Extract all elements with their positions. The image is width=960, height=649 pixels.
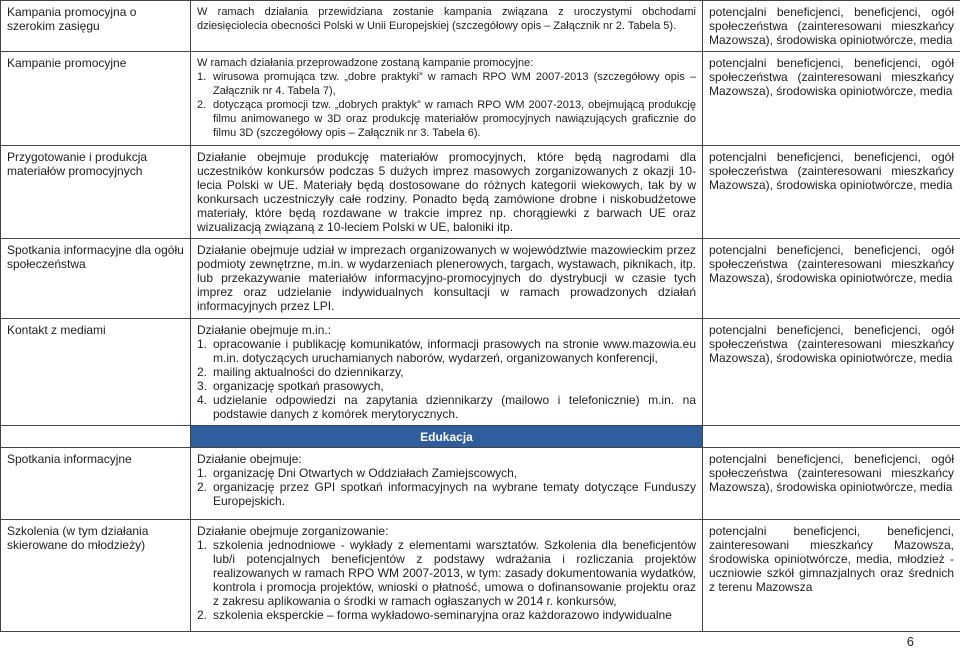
list-item: 2. szkolenia eksperckie – forma wykładowo-seminaryjna oraz każdorazowo indywidualne bbox=[197, 608, 672, 622]
list-item: 4. udzielanie odpowiedzi na zapytania dziennikarzy (mailowo i telefonicznie) m.in. na podstawie danych z komórek merytorycznych. bbox=[197, 393, 696, 421]
description-intro: Działanie obejmuje: bbox=[197, 452, 302, 466]
description-list bbox=[197, 466, 696, 508]
table-row bbox=[1, 146, 960, 239]
target-group: potencjalni beneficjenci, beneficjenci, ogół społeczeństwa (zainteresowani mieszkańcy Mazowsza), środowiska opiniotwórcze, media bbox=[703, 146, 960, 239]
target-group: potencjalni beneficjenci, beneficjenci, ogół społeczeństwa (zainteresowani mieszkańcy Mazowsza), środowiska opiniotwórcze, media bbox=[703, 239, 960, 319]
page-number: 6 bbox=[906, 634, 914, 649]
activity-description: W ramach działania przewidziana zostanie kampania związana z uroczystymi obchodami dziesięciolecia obecności Polski w Unii Europejskiej (szczegółowy opis – Załącznik nr 2. Tabela 5). bbox=[191, 1, 703, 52]
description-intro: Działanie obejmuje m.in.: bbox=[197, 323, 332, 337]
activity-name: Kontakt z mediami bbox=[1, 319, 191, 426]
description-list bbox=[197, 538, 696, 622]
description-intro: W ramach działania przeprowadzone zostaną kampanie promocyjne: bbox=[197, 57, 534, 69]
target-group: potencjalni beneficjenci, beneficjenci, zainteresowani mieszkańcy Mazowsza, środowiska opiniotwórcze, media, młodzież - uczniowie szkół gimnazjalnych oraz średnich z terenu Mazowsza bbox=[703, 520, 960, 632]
activity-description bbox=[191, 52, 703, 146]
section-header-row bbox=[1, 426, 960, 448]
activity-description bbox=[191, 448, 703, 520]
list-item: 1. organizację Dni Otwartych w Oddziałach Zamiejscowych, bbox=[197, 466, 518, 480]
target-group: potencjalni beneficjenci, beneficjenci, ogół społeczeństwa (zainteresowani mieszkańcy Mazowsza), środowiska opiniotwórcze, media bbox=[703, 319, 960, 426]
activity-description: Działanie obejmuje produkcję materiałów promocyjnych, które będą nagrodami dla uczestników konkursów podczas 5 dużych imprez masowych zorganizowanych z okazji 10-lecia Polski w UE. Materiały będą dostosowane do różnych kategorii wiekowych, tak by w konkursach uczestniczyły całe rodziny. Ponadto będą zamówione drobne i niskobudżetowe materiały, które będą rozdawane w trakcie imprez np. chorągiewki z barwach UE oraz wizualizacją związaną z 10-leciem Polski w UE, baloniki itp. bbox=[191, 146, 703, 239]
activity-name: Spotkania informacyjne bbox=[1, 448, 191, 520]
table-row bbox=[1, 520, 960, 632]
table-row bbox=[1, 448, 960, 520]
activity-name: Kampania promocyjna o szerokim zasięgu bbox=[1, 1, 191, 52]
list-item: 1. opracowanie i publikację komunikatów, informacji prasowych na stronie www.mazowia.eu m.in. dotyczących uruchamianych naborów, wydarzeń, organizowanych konferencji, bbox=[197, 337, 696, 365]
target-group: potencjalni beneficjenci, beneficjenci, ogół społeczeństwa (zainteresowani mieszkańcy Mazowsza), środowiska opiniotwórcze, media bbox=[703, 448, 960, 520]
list-item: 1. szkolenia jednodniowe - wykłady z elementami warsztatów. Szkolenia dla beneficjentów lub/i potencjalnych beneficjentów z podstawy wdrażania i rozliczania projektów realizowanych w ramach RPO WM 2007-2013, w tym: zasady dokumentowania wydatków, kontrola i promocja projektów, wnioski o płatność, umowa o dofinansowanie projektu oraz z zakresu aplikowania o środki w ramach ogłaszanych w 2014 r. konkursów, bbox=[197, 538, 696, 608]
description-list bbox=[197, 70, 696, 140]
table-row bbox=[1, 1, 960, 52]
activity-description bbox=[191, 319, 703, 426]
target-group: potencjalni beneficjenci, beneficjenci, ogół społeczeństwa (zainteresowani mieszkańcy Mazowsza), środowiska opiniotwórcze, media bbox=[703, 52, 960, 146]
activity-description: Działanie obejmuje udział w imprezach organizowanych w województwie mazowieckim przez podmioty zewnętrzne, m.in. w wydarzeniach plenerowych, targach, wystawach, piknikach, itp. lub przekazywanie materiałów informacyjno-promocyjnych do dystrybucji w czasie tych imprez oraz udzielanie indywidualnych konsultacji w ramach prowadzonych działań informacyjnych przez LPI. bbox=[191, 239, 703, 319]
activity-name: Spotkania informacyjne dla ogółu społeczeństwa bbox=[1, 239, 191, 319]
list-item: 2. organizację przez GPI spotkań informacyjnych na wybrane tematy dotyczące Funduszy Europejskich. bbox=[197, 480, 696, 508]
list-item: 2. dotycząca promocji tzw. „dobrych praktyk” w ramach RPO WM 2007-2013, obejmującą produkcję filmu animowanego w 3D oraz produkcję materiałów promocyjnych nawiązujących graficznie do filmu 3D (szczegółowy opis – Załącznik nr 3. Tabela 6). bbox=[197, 99, 696, 139]
description-list bbox=[197, 337, 696, 421]
list-item: 1. wirusowa promująca tzw. „dobre praktyki” w ramach RPO WM 2007-2013 (szczegółowy opis – Załącznik nr 4. Tabela 7), bbox=[197, 71, 696, 97]
activity-name: Przygotowanie i produkcja materiałów promocyjnych bbox=[1, 146, 191, 239]
section-header: Edukacja bbox=[191, 426, 703, 448]
table-row bbox=[1, 239, 960, 319]
activity-description bbox=[191, 520, 703, 632]
table-row bbox=[1, 52, 960, 146]
activity-name: Kampanie promocyjne bbox=[1, 52, 191, 146]
list-item: 3. organizację spotkań prasowych, bbox=[197, 379, 384, 393]
activity-name: Szkolenia (w tym działania skierowane do młodzieży) bbox=[1, 520, 191, 632]
description-intro: Działanie obejmuje zorganizowanie: bbox=[197, 524, 389, 538]
target-group: potencjalni beneficjenci, beneficjenci, ogół społeczeństwa (zainteresowani mieszkańcy Mazowsza), środowiska opiniotwórcze, media bbox=[703, 1, 960, 52]
table-row bbox=[1, 319, 960, 426]
list-item: 2. mailing aktualności do dziennikarzy, bbox=[197, 365, 404, 379]
